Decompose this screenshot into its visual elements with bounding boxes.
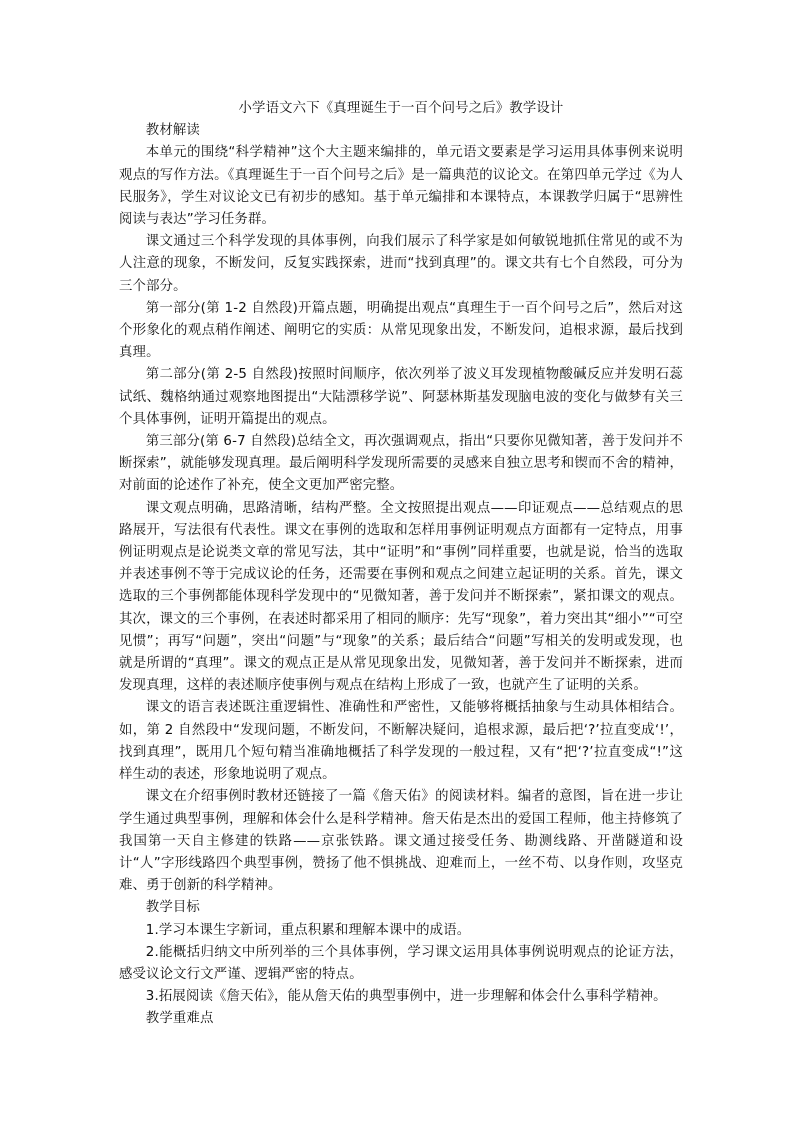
goal-item: 1.学习本课生字新词，重点积累和理解本课中的成语。	[145, 922, 471, 938]
section-heading: 教学目标	[145, 900, 200, 916]
goal-item: 2.能概括归纳文中所列举的三个具体事例，学习课文运用具体事例说明观点的论证方法，感受议论文行文严谨、逻辑严密的特点。	[119, 944, 683, 982]
paragraph: 第一部分(第 1-2 自然段)开篇点题，明确提出观点“真理生于一百个问号之后”，然后对这个形象化的观点稍作阐述、阐明它的实质：从常见现象出发，不断发问，追根求源，最后找到真理。	[119, 300, 683, 361]
paragraph: 第二部分(第 2-5 自然段)按照时间顺序，依次列举了波义耳发现植物酸碱反应并发明石蕊试纸、魏格纳通过观察地图提出“大陆漂移学说”、阿瑟林斯基发现脑电波的变化与做梦有关三个具体事例，证明开篇提出的观点。	[119, 367, 683, 427]
section-heading: 教材解读	[145, 123, 200, 139]
section-textbook-analysis	[119, 120, 683, 897]
goal-item: 3.拓展阅读《詹天佑》，能从詹天佑的典型事例中，进一步理解和体会什么事科学精神。	[145, 989, 667, 1005]
paragraph: 课文通过三个科学发现的具体事例，向我们展示了科学家是如何敏锐地抓住常见的或不为人注意的现象，不断发问，反复实践探索，进而“找到真理”的。课文共有七个自然段，可分为三个部分。	[119, 234, 683, 294]
paragraph: 本单元的围绕“科学精神”这个大主题来编排的，单元语文要素是学习运用具体事例来说明观点的写作方法。《真理诞生于一百个问号之后》是一篇典范的议论文。在第四单元学过《为人民服务》，学生对议论文已有初步的感知。基于单元编排和本课特点，本课教学归属于“思辨性阅读与表达”学习任务群。	[119, 145, 683, 228]
paragraph: 课文观点明确，思路清晰，结构严整。全文按照提出观点——印证观点——总结观点的思路展开，写法很有代表性。课文在事例的选取和怎样用事例证明观点方面都有一定特点，用事例证明观点是论说类文章的常见写法，其中“证明”和“事例”同样重要，也就是说，恰当的选取并表述事例不等于完成议论的任务，还需要在事例和观点之间建立起证明的关系。首先，课文选取的三个事例都能体现科学发现中的“见微知著，善于发问并不断探索”，紧扣课文的观点。其次，课文的三个事例，在表述时都采用了相同的顺序：先写“现象”，着力突出其“细小”“可空见惯”；再写“问题”，突出“问题”与“现象”的关系；最后结合“问题”写相关的发明或发现，也就是所谓的“真理”。课文的观点正是从常见现象出发，见微知著，善于发问并不断探索，进而发现真理，这样的表述顺序使事例与观点在结构上形成了一致，也就产生了证明的关系。	[119, 500, 683, 694]
paragraph: 课文在介绍事例时教材还链接了一篇《詹天佑》的阅读材料。编者的意图，旨在进一步让学生通过典型事例，理解和体会什么是科学精神。詹天佑是杰出的爱国工程师，他主持修筑了我国第一天自主修建的铁路——京张铁路。课文通过接受任务、勘测线路、开凿隧道和设计“人”字形线路四个典型事例，赞扬了他不惧挑战、迎难而上，一丝不苟、以身作则，攻坚克难、勇于创新的科学精神。	[119, 789, 683, 894]
document-title: 小学语文六下《真理诞生于一百个问号之后》教学设计	[238, 101, 564, 116]
section-key-difficulties	[119, 1008, 683, 1030]
section-heading: 教学重难点	[145, 1011, 214, 1027]
paragraph: 第三部分(第 6-7 自然段)总结全文，再次强调观点，指出“只要你见微知著，善于发问并不断探索”，就能够发现真理。最后阐明科学发现所需要的灵感来自独立思考和锲而不舍的精神，对前面的论述作了补充，使全文更加严密完整。	[119, 434, 683, 494]
section-teaching-goals	[119, 897, 683, 1008]
document-page	[119, 98, 683, 1031]
paragraph: 课文的语言表述既注重逻辑性、准确性和严密性，又能够将概括抽象与生动具体相结合。如，第 2 自然段中“发现问题，不断发问，不断解决疑问，追根求源，最后把‘?’拉直变成‘!’，找到真理”，既用几个短句精当准确地概括了科学发现的一般过程，又有“把‘?’拉直变成“!”这样生动的表述，形象地说明了观点。	[119, 700, 683, 783]
